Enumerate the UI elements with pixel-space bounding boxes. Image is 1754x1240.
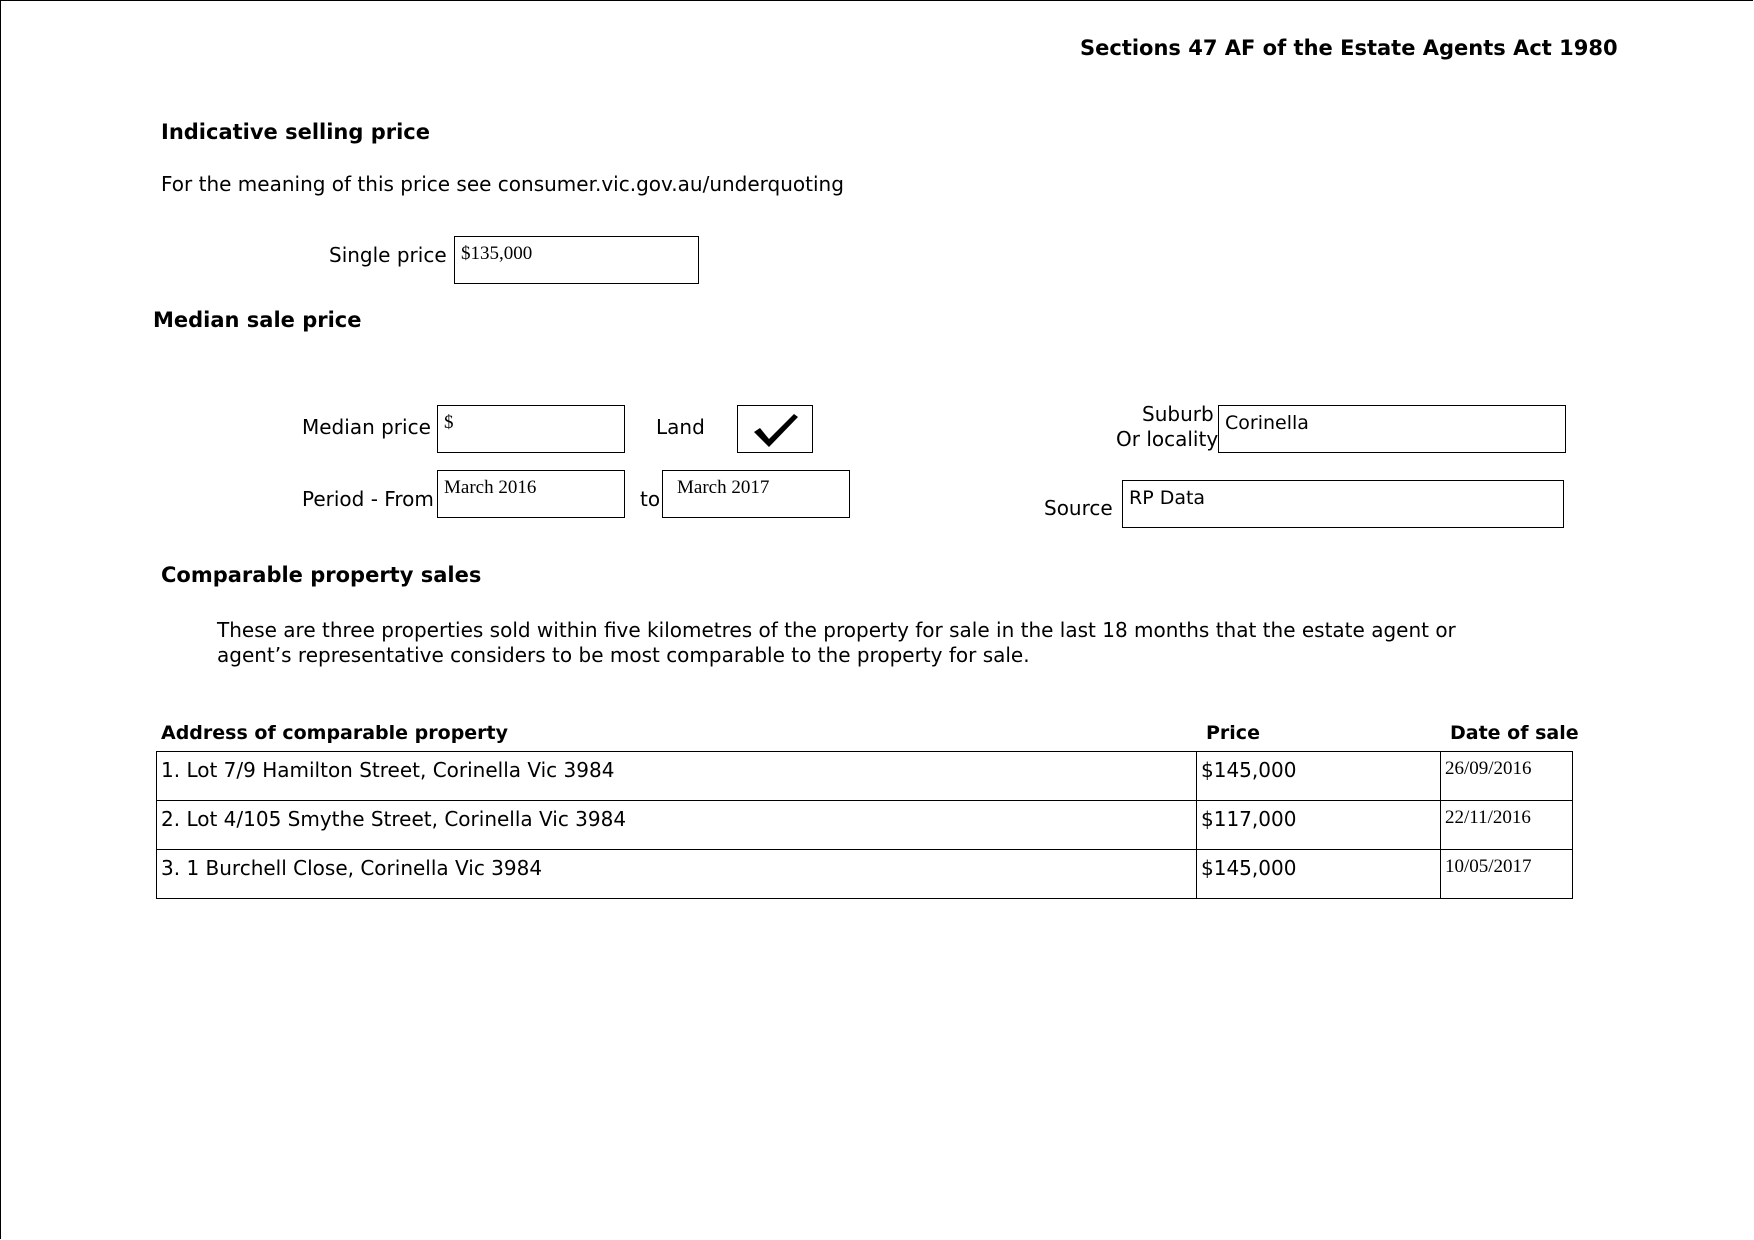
indicative-section-title: Indicative selling price (161, 120, 431, 144)
table-row (157, 801, 1573, 850)
single-price-label: Single price (329, 243, 447, 267)
median-price-field[interactable] (437, 405, 625, 453)
comparable-description-line1: These are three properties sold within five kilometres of the property for sale in the last 18 months that the estate agent or (217, 618, 1456, 642)
suburb-field[interactable] (1218, 405, 1566, 453)
suburb-value: Corinella (1225, 412, 1309, 434)
checkmark-icon (752, 412, 800, 448)
address-cell: 3. 1 Burchell Close, Corinella Vic 3984 (157, 850, 1197, 899)
address-cell: 2. Lot 4/105 Smythe Street, Corinella Vic 3984 (157, 801, 1197, 850)
column-header-price: Price (1206, 722, 1260, 744)
period-to-value: March 2017 (677, 477, 770, 498)
address-cell: 1. Lot 7/9 Hamilton Street, Corinella Vic 3984 (157, 752, 1197, 801)
column-header-address: Address of comparable property (161, 722, 509, 744)
table-row (157, 850, 1573, 899)
land-label: Land (656, 415, 705, 439)
comparable-section-title: Comparable property sales (161, 563, 482, 587)
comparable-description-line2: agent’s representative considers to be most comparable to the property for sale. (217, 643, 1030, 667)
table-row (157, 752, 1573, 801)
single-price-value: $135,000 (461, 243, 533, 264)
suburb-label-line1: Suburb (1142, 402, 1214, 426)
single-price-field[interactable] (454, 236, 699, 284)
land-checkbox[interactable] (737, 405, 813, 453)
suburb-label-line2: Or locality (1116, 427, 1219, 451)
price-cell: $145,000 (1197, 850, 1441, 899)
period-from-field[interactable] (437, 470, 625, 518)
to-label: to (640, 487, 661, 511)
median-price-value: $ (444, 412, 454, 433)
date-cell: 22/11/2016 (1441, 801, 1573, 850)
price-cell: $145,000 (1197, 752, 1441, 801)
median-section-title: Median sale price (153, 308, 362, 332)
act-reference: Sections 47 AF of the Estate Agents Act 1980 (1080, 36, 1618, 60)
source-field[interactable] (1122, 480, 1564, 528)
price-cell: $117,000 (1197, 801, 1441, 850)
date-cell: 10/05/2017 (1441, 850, 1573, 899)
column-header-date: Date of sale (1450, 722, 1579, 744)
median-price-label: Median price (302, 415, 431, 439)
indicative-note: For the meaning of this price see consumer.vic.gov.au/underquoting (161, 172, 844, 196)
date-cell: 26/09/2016 (1441, 752, 1573, 801)
comparable-sales-table (156, 751, 1573, 899)
source-value: RP Data (1129, 487, 1206, 509)
source-label: Source (1044, 496, 1113, 520)
period-from-value: March 2016 (444, 477, 537, 498)
period-from-label: Period - From (302, 487, 434, 511)
period-to-field[interactable] (662, 470, 850, 518)
